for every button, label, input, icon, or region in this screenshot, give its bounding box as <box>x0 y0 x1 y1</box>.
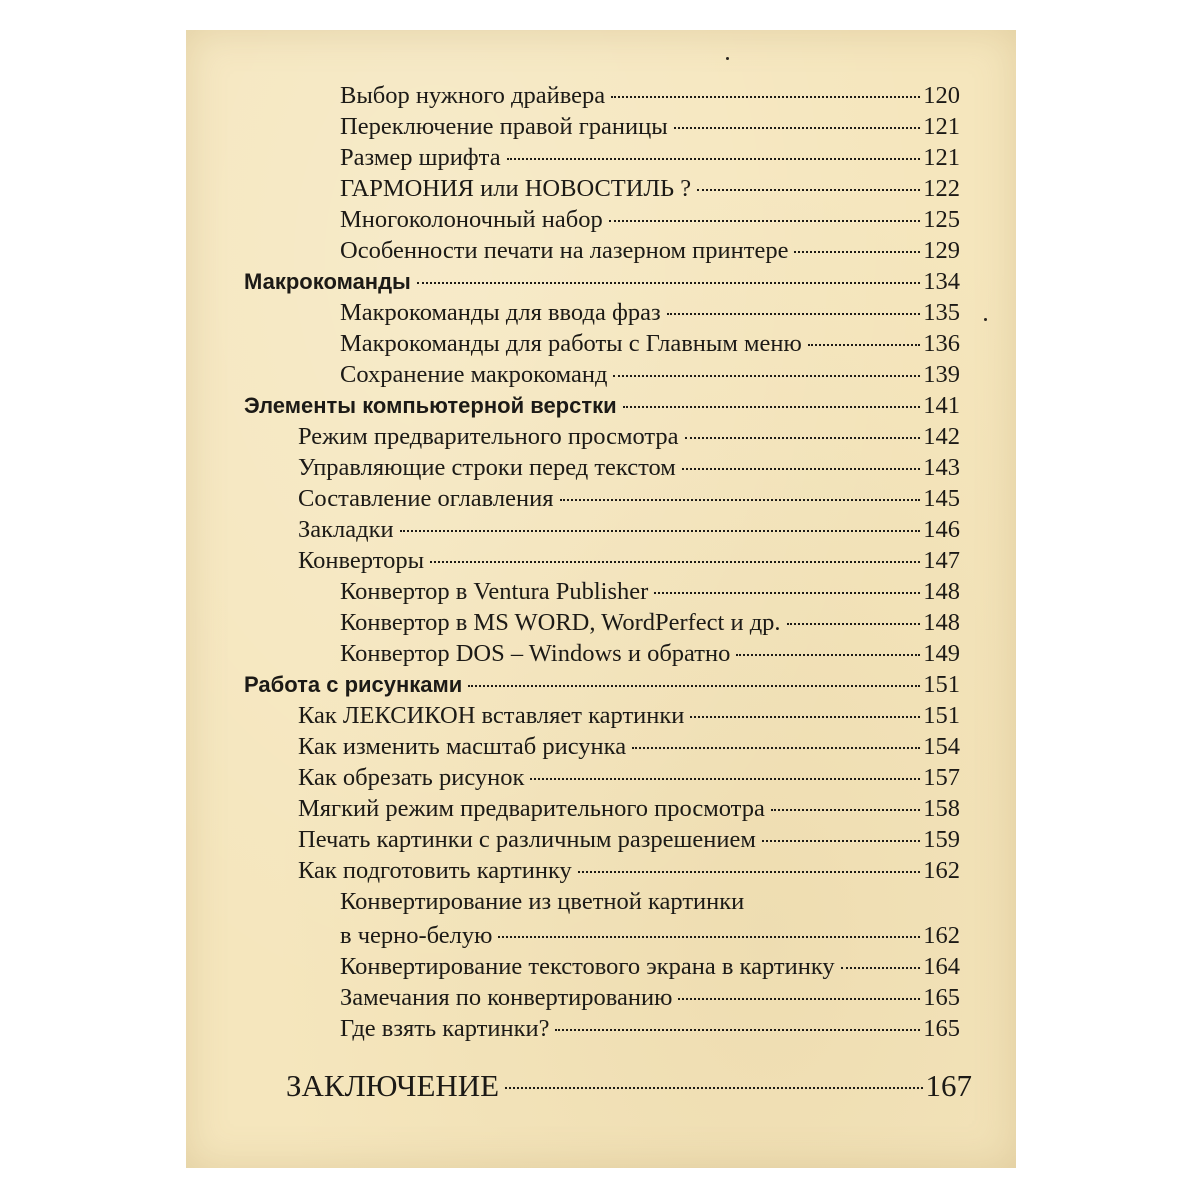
toc-entry <box>340 297 960 328</box>
toc-entry-page: 148 <box>923 578 960 605</box>
dot-leader <box>555 1029 920 1031</box>
toc-subsection-title: Составление оглавления <box>298 485 554 512</box>
dot-leader <box>841 967 921 969</box>
ink-speck <box>984 318 987 321</box>
toc-section-page: 151 <box>923 671 960 698</box>
toc-subsection-title: Управляющие строки перед текстом <box>298 454 676 481</box>
dot-leader <box>678 998 920 1000</box>
toc-subsection-page: 158 <box>923 795 960 822</box>
toc-subsection <box>298 421 960 452</box>
toc-subsection-page: 162 <box>923 857 960 884</box>
toc-subsection <box>298 700 960 731</box>
toc-section-title: Элементы компьютерной верстки <box>244 393 617 418</box>
toc-entry-title: Особенности печати на лазерном принтере <box>340 237 789 264</box>
toc-subsection <box>298 762 960 793</box>
dot-leader <box>613 375 920 377</box>
dot-leader <box>400 530 921 532</box>
toc-entry <box>340 607 960 638</box>
toc-entry <box>340 111 960 142</box>
toc-entry <box>340 173 960 204</box>
toc-entry-title: Замечания по конвертированию <box>340 984 673 1011</box>
toc-section-page: 141 <box>923 392 960 419</box>
dot-leader <box>674 127 921 129</box>
toc-subsection-page: 159 <box>923 826 960 853</box>
toc-entry <box>340 235 960 266</box>
toc-entry-title: Конвертор в MS WORD, WordPerfect и др. <box>340 609 781 636</box>
toc-entry-title: Переключение правой границы <box>340 113 668 140</box>
dot-leader <box>530 778 920 780</box>
toc-subsection <box>298 545 960 576</box>
toc-entry-page: 149 <box>923 640 960 667</box>
toc-subsection-page: 157 <box>923 764 960 791</box>
dot-leader <box>762 840 920 842</box>
dot-leader <box>632 747 920 749</box>
toc-subsection-page: 147 <box>923 547 960 574</box>
toc-entry-title: Сохранение макрокоманд <box>340 361 608 388</box>
dot-leader <box>685 437 921 439</box>
toc-entry-page: 122 <box>923 175 960 202</box>
toc-subsection <box>298 824 960 855</box>
dot-leader <box>690 716 920 718</box>
toc-entry-page: 139 <box>923 361 960 388</box>
toc-entry-title: Размер шрифта <box>340 144 501 171</box>
toc-subsection <box>298 855 960 886</box>
dot-leader <box>578 871 920 873</box>
dot-leader <box>468 685 920 687</box>
toc-entry <box>340 638 960 669</box>
dot-leader <box>623 406 921 408</box>
dot-leader <box>654 592 920 594</box>
toc-entry-title: ГАРМОНИЯ или НОВОСТИЛЬ ? <box>340 175 692 202</box>
toc-subsection-page: 146 <box>923 516 960 543</box>
toc-subsection-page: 151 <box>923 702 960 729</box>
toc-entry-title: Выбор нужного драйвера <box>340 82 606 109</box>
dot-leader <box>667 313 921 315</box>
toc-chapter-title: ЗАКЛЮЧЕНИЕ <box>286 1068 500 1103</box>
toc-subsection-title: Как подготовить картинку <box>298 857 572 884</box>
toc-subsection-title: Как ЛЕКСИКОН вставляет картинки <box>298 702 685 729</box>
toc-entry-title: Где взять картинки? <box>340 1015 550 1042</box>
toc-entry-page: 162 <box>923 922 960 949</box>
toc-entry-page: 121 <box>923 113 960 140</box>
toc-entry-title: Макрокоманды для работы с Главным меню <box>340 330 802 357</box>
toc-entry <box>340 359 960 390</box>
toc-section <box>244 266 960 297</box>
toc-entry-title: Многоколоночный набор <box>340 206 603 233</box>
dot-leader <box>609 220 921 222</box>
toc-entry-page: 136 <box>923 330 960 357</box>
toc-subsection-page: 154 <box>923 733 960 760</box>
toc-subsection <box>298 483 960 514</box>
toc-entry-title: Конвертирование текстового экрана в картинку <box>340 953 835 980</box>
dot-leader <box>505 1087 922 1089</box>
book-page <box>186 30 1016 1168</box>
toc-chapter-page: 167 <box>925 1068 972 1103</box>
toc-entry <box>340 204 960 235</box>
dot-leader <box>808 344 920 346</box>
toc-entry-title: Конвертор в Ventura Publisher <box>340 578 649 605</box>
toc-section-title: Макрокоманды <box>244 269 411 294</box>
toc-subsection-title: Как изменить масштаб рисунка <box>298 733 627 760</box>
toc-subsection <box>298 514 960 545</box>
toc-entry-page: 120 <box>923 82 960 109</box>
table-of-contents <box>186 30 1016 1168</box>
toc-entry <box>340 982 960 1013</box>
toc-entry <box>340 576 960 607</box>
dot-leader <box>697 189 920 191</box>
toc-subsection-page: 143 <box>923 454 960 481</box>
toc-subsection-title: Как обрезать рисунок <box>298 764 525 791</box>
toc-entry <box>340 951 960 982</box>
toc-entry <box>340 142 960 173</box>
toc-entry-page: 165 <box>923 1015 960 1042</box>
dot-leader <box>771 809 920 811</box>
toc-section <box>244 669 960 700</box>
toc-chapter <box>286 1066 972 1106</box>
toc-entry-page: 129 <box>923 237 960 264</box>
toc-subsection-title: Закладки <box>298 516 394 543</box>
toc-subsection-title: Конверторы <box>298 547 425 574</box>
toc-subsection <box>298 793 960 824</box>
dot-leader <box>430 561 920 563</box>
toc-section <box>244 390 960 421</box>
ink-speck <box>726 57 729 60</box>
toc-entry <box>340 1013 960 1044</box>
toc-entry-title-line2: в черно-белую <box>340 922 493 949</box>
toc-entry-page: 165 <box>923 984 960 1011</box>
toc-entry-page: 164 <box>923 953 960 980</box>
toc-entry-title-line1: Конвертирование из цветной картинки <box>340 888 745 915</box>
toc-section-title: Работа с рисунками <box>244 672 463 697</box>
dot-leader <box>611 96 920 98</box>
dot-leader <box>498 936 920 938</box>
toc-entry-page: 135 <box>923 299 960 326</box>
toc-subsection-title: Режим предварительного просмотра <box>298 423 679 450</box>
dot-leader <box>682 468 920 470</box>
toc-subsection <box>298 731 960 762</box>
toc-section-page: 134 <box>923 268 960 295</box>
toc-subsection-page: 142 <box>923 423 960 450</box>
dot-leader <box>560 499 921 501</box>
toc-entry-page: 148 <box>923 609 960 636</box>
toc-subsection-page: 145 <box>923 485 960 512</box>
toc-subsection-title: Мягкий режим предварительного просмотра <box>298 795 765 822</box>
dot-leader <box>736 654 920 656</box>
dot-leader <box>507 158 921 160</box>
toc-subsection <box>298 452 960 483</box>
toc-entry <box>340 80 960 111</box>
toc-entry <box>340 920 960 951</box>
toc-entry-page: 121 <box>923 144 960 171</box>
toc-entry-title: Макрокоманды для ввода фраз <box>340 299 661 326</box>
dot-leader <box>787 623 921 625</box>
toc-entry-title: Конвертор DOS – Windows и обратно <box>340 640 731 667</box>
dot-leader <box>794 251 920 253</box>
toc-entry <box>340 328 960 359</box>
toc-entry-page: 125 <box>923 206 960 233</box>
dot-leader <box>417 282 920 284</box>
toc-subsection-title: Печать картинки с различным разрешением <box>298 826 756 853</box>
